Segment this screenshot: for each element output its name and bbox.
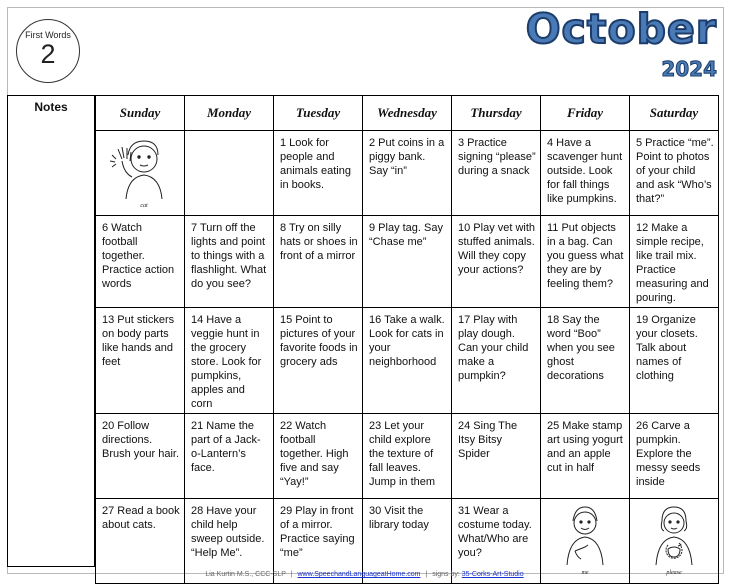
calendar-cell-empty [185, 131, 274, 216]
calendar-cell: 1 Look for people and animals eating in books. [274, 131, 363, 216]
calendar-cell: 5 Practice “me”. Point to photos of your child and ask “Who’s that?” [630, 131, 719, 216]
calendar-cell: 28 Have your child help sweep outside. “Help Me”. [185, 499, 274, 584]
footer-author: Lia Kurtin M.S., CCC-SLP [205, 571, 286, 578]
calendar-cell: 9 Play tag. Say “Chase me” [363, 216, 452, 308]
calendar-cell: 11 Put objects in a bag. Can you guess what they are by feeling them? [541, 216, 630, 308]
calendar-cell: 3 Practice signing “please” during a snack [452, 131, 541, 216]
calendar-cell: 29 Play in front of a mirror. Practice saying “me” [274, 499, 363, 584]
please-sign-illustration [632, 501, 716, 579]
calendar-grid [95, 95, 719, 584]
footer [0, 571, 729, 578]
week-row [96, 131, 719, 216]
day-header: Tuesday [274, 96, 363, 131]
footer-separator: | [290, 571, 293, 578]
calendar-cell: 23 Let your child explore the texture of fall leaves. Jump in them [363, 414, 452, 499]
calendar-cell: 31 Wear a costume today. What/Who are you? [452, 499, 541, 584]
footer-separator: | [425, 571, 428, 578]
calendar-cell: 6 Watch football together. Practice action words [96, 216, 185, 308]
calendar-cell: 7 Turn off the lights and point to things with a flashlight. What do you see? [185, 216, 274, 308]
calendar-cell: 25 Make stamp art using yogurt and an apple cut in half [541, 414, 630, 499]
calendar-cell: 21 Name the part of a Jack-o-Lantern’s face. [185, 414, 274, 499]
badge-number: 2 [40, 39, 56, 69]
calendar-cell: 19 Organize your closets. Talk about names of clothing [630, 308, 719, 414]
calendar-cell: 8 Try on silly hats or shoes in front of a mirror [274, 216, 363, 308]
calendar-cell: 2 Put coins in a piggy bank. Say “in” [363, 131, 452, 216]
please-caption: please [666, 570, 682, 576]
day-header: Thursday [452, 96, 541, 131]
day-header: Wednesday [363, 96, 452, 131]
signs-credit-prefix: signs by: [432, 571, 460, 578]
calendar-cell: 30 Visit the library today [363, 499, 452, 584]
calendar-cell: 4 Have a scavenger hunt outside. Look for fall things like pumpkins. [541, 131, 630, 216]
calendar-cell: 13 Put stickers on body parts like hands and feet [96, 308, 185, 414]
calendar-cell: 24 Sing The Itsy Bitsy Spider [452, 414, 541, 499]
me-caption: me [581, 570, 589, 576]
calendar-cell: 20 Follow directions. Brush your hair. [96, 414, 185, 499]
year-title: 2024 [661, 57, 717, 81]
website-link[interactable]: www.SpeechandLanguageatHome.com [297, 571, 421, 578]
notes-column [7, 95, 95, 567]
week-row [96, 216, 719, 308]
calendar-cell: 27 Read a book about cats. [96, 499, 185, 584]
me-sign-illustration [543, 501, 627, 579]
day-header: Sunday [96, 96, 185, 131]
weekday-header-row [96, 96, 719, 131]
signs-credit-link[interactable]: 35-Corks-Art-Studio [461, 571, 524, 578]
badge-title: First Words [25, 30, 71, 40]
calendar-cell: 10 Play vet with stuffed animals. Will they copy your actions? [452, 216, 541, 308]
calendar-cell: 12 Make a simple recipe, like trail mix. Practice measuring and pouring. [630, 216, 719, 308]
day-header: Monday [185, 96, 274, 131]
calendar-cell: 14 Have a veggie hunt in the grocery store. Look for pumpkins, apples and corn [185, 308, 274, 414]
calendar-cell: 26 Carve a pumpkin. Explore the messy seeds inside [630, 414, 719, 499]
month-title: October [525, 5, 717, 53]
cat-sign-illustration [98, 133, 182, 211]
calendar-cell: 18 Say the word “Boo” when you see ghost decorations [541, 308, 630, 414]
calendar-cell: 15 Point to pictures of your favorite foods in grocery ads [274, 308, 363, 414]
cat-caption: cat [140, 203, 148, 209]
sign-cell-cat [96, 131, 185, 216]
calendar-cell: 22 Watch football together. High five and say “Yay!” [274, 414, 363, 499]
calendar-cell: 16 Take a walk. Look for cats in your neighborhood [363, 308, 452, 414]
week-row [96, 414, 719, 499]
week-row [96, 308, 719, 414]
day-header: Saturday [630, 96, 719, 131]
first-words-badge [16, 19, 80, 83]
notes-label: Notes [34, 100, 68, 114]
day-header: Friday [541, 96, 630, 131]
calendar-cell: 17 Play with play dough. Can your child make a pumpkin? [452, 308, 541, 414]
